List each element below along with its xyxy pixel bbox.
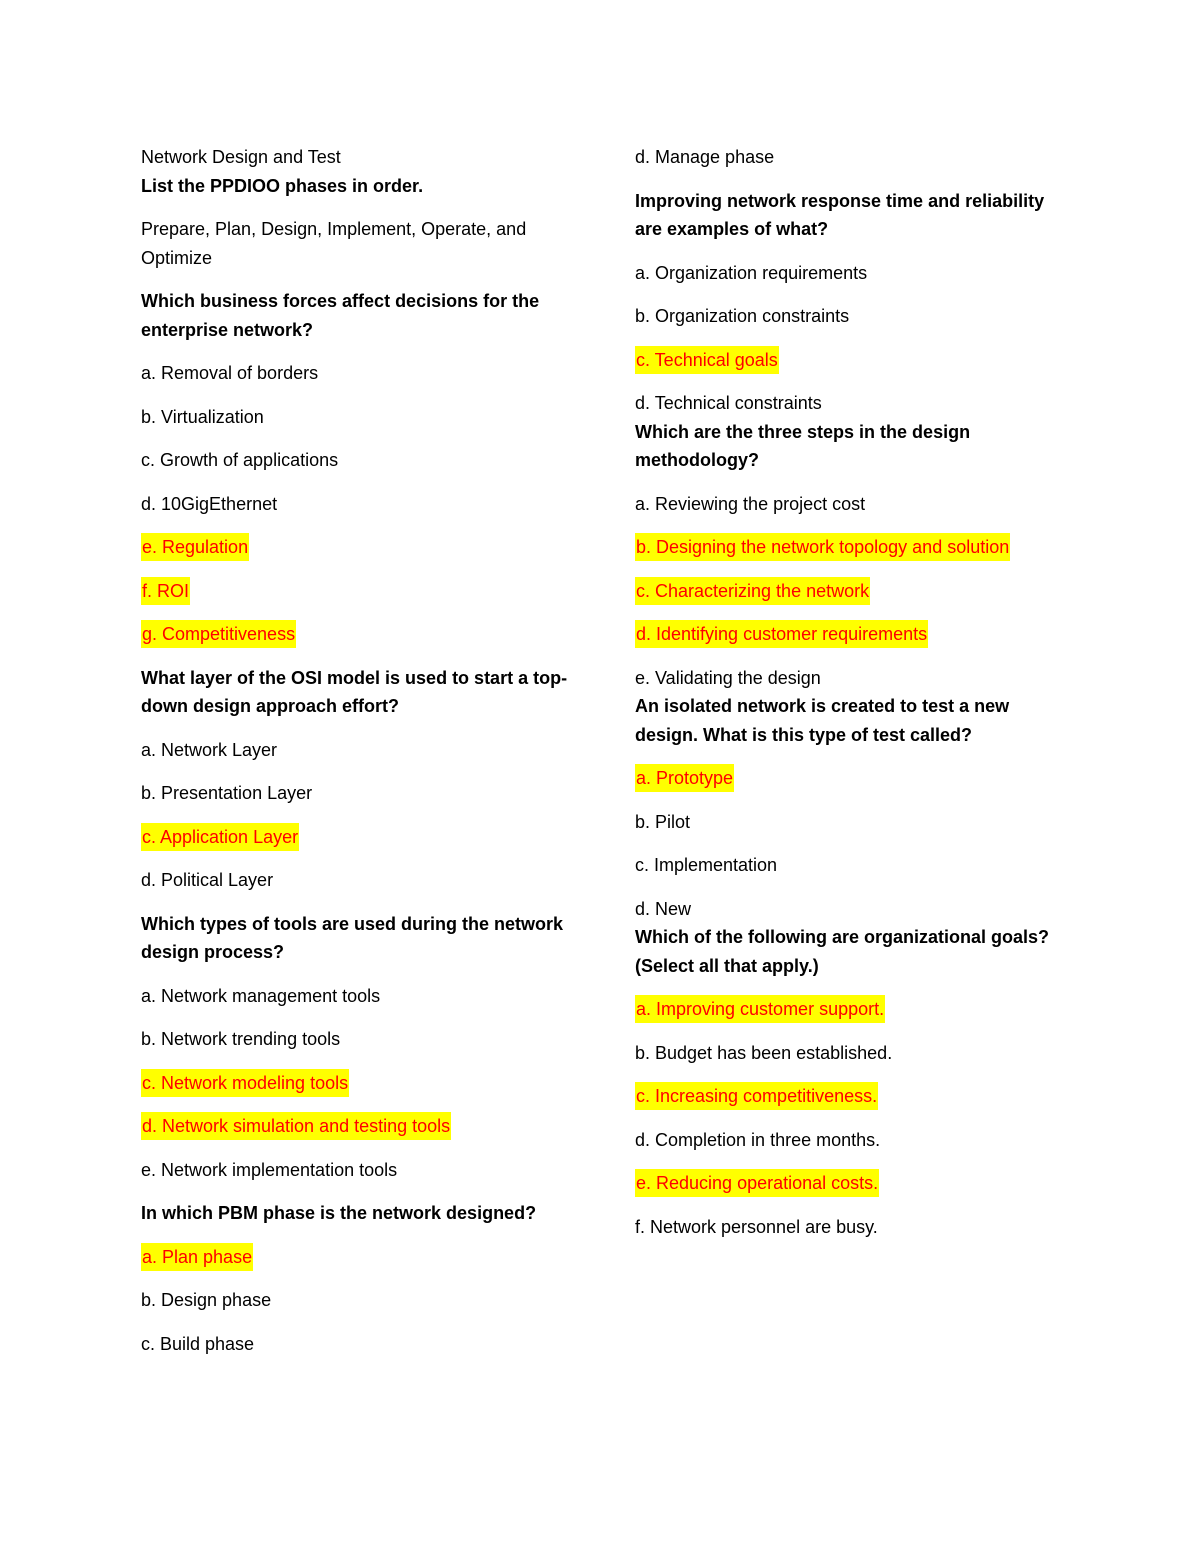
highlighted-answer: f. ROI xyxy=(141,577,190,605)
right-text-line: b. Budget has been established. xyxy=(635,1042,893,1063)
highlighted-answer: d. Network simulation and testing tools xyxy=(141,1112,451,1140)
highlighted-answer: c. Network modeling tools xyxy=(141,1069,349,1097)
left-text-line: b. Presentation Layer xyxy=(141,783,313,803)
right-answer-line xyxy=(635,995,1075,1024)
highlighted-answer: e. Reducing operational costs. xyxy=(635,1169,879,1197)
left-text-line: c. Growth of applications xyxy=(141,450,339,470)
highlighted-answer: d. Identifying customer requirements xyxy=(635,620,928,648)
left-text-line: c. Build phase xyxy=(141,1333,255,1354)
left-text-line: a. Network management tools xyxy=(141,985,381,1006)
right-question: Which of the following are organizational goals? (Select all that apply.) xyxy=(635,927,1050,976)
right-text-line: d. Manage phase xyxy=(635,147,775,167)
left-answer-line xyxy=(141,1243,591,1272)
left-answer-line xyxy=(141,1069,591,1098)
highlighted-answer: a. Prototype xyxy=(635,764,734,792)
left-column xyxy=(141,143,591,1358)
right-text-line: e. Validating the design xyxy=(635,667,821,688)
right-text-line: d. Technical constraints xyxy=(635,393,822,413)
left-answer-line xyxy=(141,823,591,852)
right-answer-line xyxy=(635,1169,1075,1198)
left-text-line: Prepare, Plan, Design, Implement, Operate, and Optimize xyxy=(141,219,527,268)
right-text-line: a. Reviewing the project cost xyxy=(635,493,866,514)
highlighted-answer: g. Competitiveness xyxy=(141,620,296,648)
right-question: Which are the three steps in the design methodology? xyxy=(635,421,971,470)
highlighted-answer: b. Designing the network topology and solution xyxy=(635,533,1010,561)
left-answer-line xyxy=(141,533,591,562)
right-answer-line xyxy=(635,577,1075,606)
left-question: In which PBM phase is the network designed? xyxy=(141,1203,537,1223)
left-text-line: Network Design and Test xyxy=(141,147,341,167)
highlighted-answer: c. Application Layer xyxy=(141,823,299,851)
highlighted-answer: c. Increasing competitiveness. xyxy=(635,1082,878,1110)
left-text-line: d. 10GigEthernet xyxy=(141,493,278,514)
left-text-line: e. Network implementation tools xyxy=(141,1159,398,1180)
highlighted-answer: e. Regulation xyxy=(141,533,249,561)
left-answer-line xyxy=(141,577,591,606)
right-text-line: f. Network personnel are busy. xyxy=(635,1216,878,1237)
right-answer-line xyxy=(635,1082,1075,1111)
left-text-line: b. Virtualization xyxy=(141,406,264,427)
left-question: Which business forces affect decisions for the enterprise network? xyxy=(141,291,540,340)
highlighted-answer: c. Characterizing the network xyxy=(635,577,870,605)
right-answer-line xyxy=(635,346,1075,375)
highlighted-answer: c. Technical goals xyxy=(635,346,779,374)
right-text-line: c. Implementation xyxy=(635,855,778,875)
right-answer-line xyxy=(635,533,1075,562)
right-answer-line xyxy=(635,764,1075,793)
right-text-line: b. Organization constraints xyxy=(635,306,850,326)
left-question: Which types of tools are used during the network design process? xyxy=(141,913,564,962)
right-text-line: a. Organization requirements xyxy=(635,262,868,283)
left-text-line: a. Removal of borders xyxy=(141,363,319,383)
left-text-line: d. Political Layer xyxy=(141,870,274,890)
left-answer-line xyxy=(141,1112,591,1141)
highlighted-answer: a. Improving customer support. xyxy=(635,995,885,1023)
right-column xyxy=(635,143,1075,1241)
left-text-line: b. Network trending tools xyxy=(141,1029,341,1049)
right-text-line: d. Completion in three months. xyxy=(635,1129,881,1150)
right-text-line: d. New xyxy=(635,898,692,919)
left-text-line: a. Network Layer xyxy=(141,739,278,760)
right-text-line: b. Pilot xyxy=(635,811,691,832)
left-question: What layer of the OSI model is used to start a top-down design approach effort? xyxy=(141,667,568,716)
left-answer-line xyxy=(141,620,591,649)
right-question: Improving network response time and reliability are examples of what? xyxy=(635,190,1045,239)
left-question: List the PPDIOO phases in order. xyxy=(141,175,424,196)
left-text-line: b. Design phase xyxy=(141,1290,272,1310)
right-answer-line xyxy=(635,620,1075,649)
highlighted-answer: a. Plan phase xyxy=(141,1243,253,1271)
right-question: An isolated network is created to test a new design. What is this type of test called? xyxy=(635,696,1010,745)
